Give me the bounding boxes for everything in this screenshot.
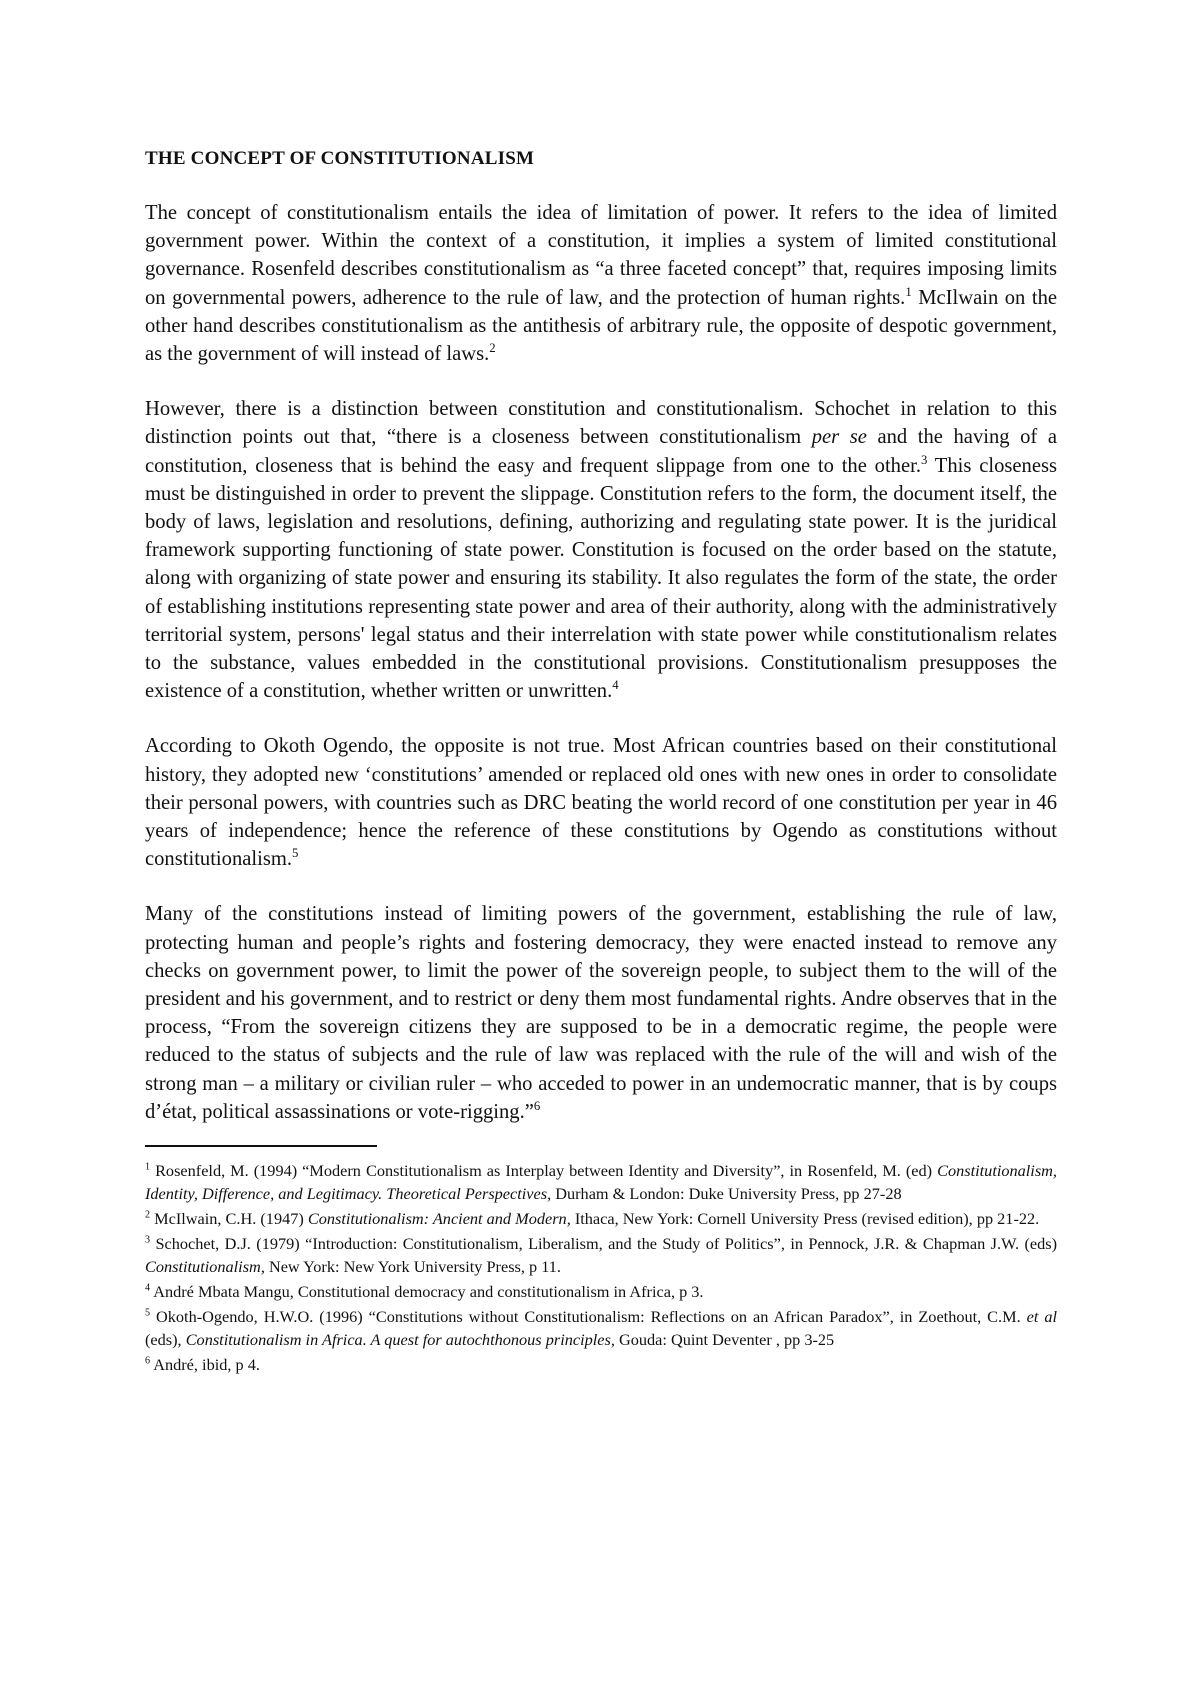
footnote-6 — [145, 1353, 1057, 1376]
footnote-text: Rosenfeld, M. (1994) “Modern Constitutionalism as Interplay between Identity and Diversity”, in Rosenfeld, M. (ed) — [150, 1161, 938, 1181]
footnote-ref-3[interactable]: 3 — [920, 452, 928, 467]
footnote-number: 1 — [145, 1161, 151, 1173]
paragraph-4 — [145, 900, 1057, 1126]
footnote-number: 3 — [145, 1234, 151, 1246]
page-title: THE CONCEPT OF CONSTITUTIONALISM — [145, 148, 535, 169]
paragraph-2-text-b: and the having of a constitution, closeness that is behind the easy and frequent slippage from one to the other. — [145, 426, 1057, 477]
footnote-ref-1[interactable]: 1 — [905, 284, 912, 299]
footnote-2 — [145, 1207, 1057, 1230]
footnote-number: 2 — [145, 1209, 151, 1221]
footnote-ref-5[interactable]: 5 — [292, 846, 299, 861]
footnote-text: McIlwain, C.H. (1947) — [150, 1209, 308, 1229]
footnote-number: 5 — [145, 1307, 151, 1319]
footnote-italic: Constitutionalism — [145, 1257, 261, 1277]
footnote-text: Okoth-Ogendo, H.W.O. (1996) “Constitutions without Constitutionalism: Reflections on an African Paradox”, in Zoethout, C.M. — [150, 1307, 1027, 1327]
footnote-ref-4[interactable]: 4 — [612, 678, 619, 693]
page-content — [145, 148, 1057, 1378]
footnote-italic: et al — [1026, 1307, 1058, 1327]
footnote-text: , New York: New York University Press, p 11. — [260, 1257, 561, 1277]
footnote-italic: Constitutionalism, Identity, Difference, and Legitimacy. Theoretical Perspectives — [145, 1161, 1057, 1204]
footnote-3 — [145, 1232, 1057, 1278]
footnote-ref-2[interactable]: 2 — [489, 341, 496, 356]
paragraph-1-text-b: McIlwain on the other hand describes constitutionalism as the antithesis of arbitrary rule, the opposite of despotic government, as the government of will instead of laws. — [145, 286, 1058, 366]
body-text — [145, 199, 1057, 1126]
paragraph-1 — [145, 199, 1057, 368]
footnote-1 — [145, 1159, 1057, 1205]
footnote-text: Ithaca, New York: Cornell University Press (revised edition), pp 21-22. — [570, 1209, 1040, 1229]
footnote-ref-6[interactable]: 6 — [533, 1099, 541, 1114]
paragraph-2-italic: per se — [811, 426, 867, 449]
paragraph-2-text-a: However, there is a distinction between constitution and constitutionalism. Schochet in relation to this distinction points out that, “there is a closeness between constitutionalism — [145, 398, 1057, 449]
footnote-italic: Constitutionalism in Africa. A quest for autochthonous principles — [185, 1330, 611, 1350]
paragraph-3 — [145, 732, 1057, 873]
footnote-separator — [145, 1145, 377, 1147]
paragraph-4-text-a: Many of the constitutions instead of limiting powers of the government, establishing the rule of law, protecting human and people’s rights and fostering democracy, they were enacted instead to remove any checks on government power, to limit the power of the sovereign people, to subject them to the will of the president and his government, and to restrict or deny them most fundamental rights. Andre observes that in the process, “From the sovereign citizens they are supposed to be in a democratic regime, the people were reduced to the status of subjects and the rule of law was replaced with the rule of the will and wish of the strong man – a military or civilian ruler – who acceded to power in an undemocratic manner, that is by coups d’état, political assassinations or vote-rigging.” — [145, 903, 1057, 1123]
footnote-text: André Mbata Mangu, Constitutional democracy and constitutionalism in Africa, p 3. — [150, 1282, 704, 1302]
footnote-text: André, ibid, p 4. — [150, 1355, 260, 1375]
footnotes — [145, 1159, 1057, 1376]
footnote-number: 4 — [145, 1282, 151, 1294]
footnote-text: , Durham & London: Duke University Press, pp 27-28 — [547, 1184, 902, 1204]
footnote-text: Schochet, D.J. (1979) “Introduction: Constitutionalism, Liberalism, and the Study of Politics”, in Pennock, J.R. & Chapman J.W. (eds) — [150, 1234, 1057, 1254]
footnote-5 — [145, 1305, 1057, 1351]
footnote-text: (eds), — [145, 1330, 186, 1350]
paragraph-2-text-c: This closeness must be distinguished in order to prevent the slippage. Constitution refers to the form, the document itself, the body of laws, legislation and resolutions, defining, authorizing and regulating state power. It is the juridical framework supporting functioning of state power. Constitution is focused on the order based on the statute, along with organizing of state power and ensuring its stability. It also regulates the form of the state, the order of establishing institutions representing state power and area of their authority, along with the administratively territorial system, persons' legal status and their interrelation with state power while constitutionalism relates to the substance, values embedded in the constitutional provisions. Constitutionalism presupposes the existence of a constitution, whether written or unwritten. — [145, 454, 1057, 703]
footnote-text: , Gouda: Quint Deventer , pp 3-25 — [610, 1330, 835, 1350]
footnote-number: 6 — [145, 1355, 151, 1367]
paragraph-2 — [145, 395, 1057, 705]
footnote-4 — [145, 1280, 1057, 1303]
footnote-italic: Constitutionalism: Ancient and Modern, — [307, 1209, 571, 1229]
paragraph-1-text-a: The concept of constitutionalism entails the idea of limitation of power. It refers to the idea of limited government power. Within the context of a constitution, it implies a system of limited constitutional governance. Rosenfeld describes constitutionalism as “a three faceted concept” that, requires imposing limits on governmental powers, adherence to the rule of law, and the protection of human rights. — [145, 202, 1057, 309]
paragraph-3-text-a: According to Okoth Ogendo, the opposite is not true. Most African countries based on their constitutional history, they adopted new ‘constitutions’ amended or replaced old ones with new ones in order to consolidate their personal powers, with countries such as DRC beating the world record of one constitution per year in 46 years of independence; hence the reference of these constitutions by Ogendo as constitutions without constitutionalism. — [145, 735, 1057, 871]
